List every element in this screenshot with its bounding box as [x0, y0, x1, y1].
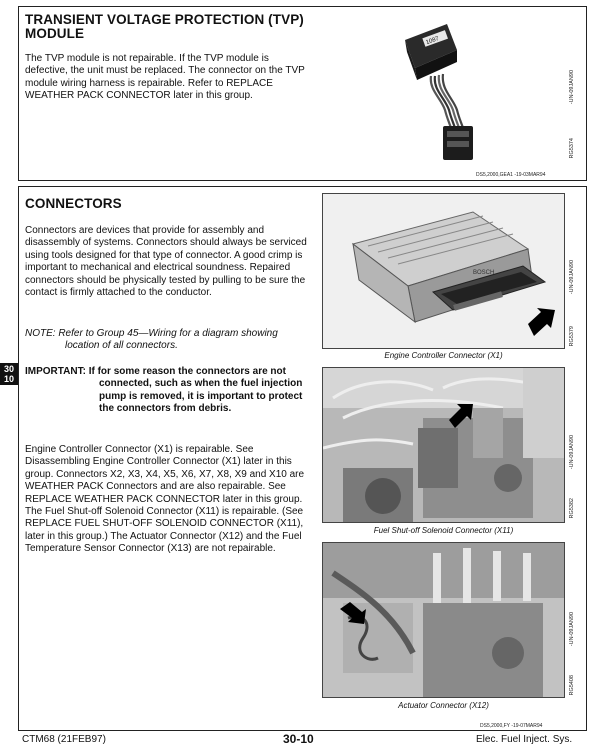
connectors-ref: DS5,2000,FY -19-07MAR94 — [480, 723, 543, 729]
actuator-caption: Actuator Connector (X12) — [398, 701, 489, 710]
important-text: If for some reason the connectors are not connected, such as when the fuel injection pump is removed, it is important to protect the connectors from debris. — [88, 366, 303, 415]
tvp-photo-code-bottom: RG5374 — [569, 138, 575, 159]
connectors-note: NOTE: Refer to Group 45—Wiring for a diagram showing location of all connectors. — [25, 328, 278, 352]
tvp-title: TRANSIENT VOLTAGE PROTECTION (TVP) MODULE — [25, 12, 304, 41]
engine-controller-code-top: -UN-09JAN90 — [569, 260, 575, 295]
tvp-module-photo — [385, 10, 565, 168]
connectors-title: CONNECTORS — [25, 196, 122, 211]
tvp-body: The TVP module is not repairable. If the TVP module is defective, the unit must be replaced. The connector on the TVP module wiring harness is repairable. Refer to REPLACE WEATHER PACK CONNECTOR later in this group. — [25, 53, 305, 102]
engine-controller-caption: Engine Controller Connector (X1) — [384, 351, 503, 360]
footer-left: CTM68 (21FEB97) — [22, 734, 106, 745]
fuel-shutoff-caption: Fuel Shut-off Solenoid Connector (X11) — [373, 526, 514, 535]
tvp-connector — [443, 126, 473, 160]
fuel-shutoff-drawing — [323, 368, 565, 523]
fuel-shutoff-code-top: -UN-09JAN90 — [569, 435, 575, 470]
footer-right: Elec. Fuel Inject. Sys. — [476, 734, 573, 745]
fuel-shutoff-photo — [322, 367, 565, 523]
important-notice — [25, 366, 315, 416]
ecu-brand: BOSCH — [473, 270, 495, 276]
tvp-ref: DS5,2000,GEA1 -19-03MAR94 — [476, 172, 546, 178]
actuator-code-bottom: RG5408 — [569, 675, 575, 696]
fuel-shutoff-code-bottom: RG5382 — [569, 498, 575, 519]
important-label: IMPORTANT: — [25, 366, 86, 377]
tvp-photo-code-top: -UN-09JAN90 — [569, 70, 575, 105]
connectors-body-2: Engine Controller Connector (X1) is repairable. See Disassembling Engine Controller Connector (X1) later in this group. Connectors X2, X3, X4, X5, X6, X7, X8, X9 and X10 are WEATHER PACK Connectors and are also repairable. See REPLACE WEATHER PACK CONNECTOR later in this group. The Fuel Shut-off Solenoid Connector (X11) is repairable. (See REPLACE FUEL SHUT-OFF SOLENOID CONNECTOR (X11), later in this group.) The Actuator Connector (X12) and the Fuel Temperature Sensor Connector (X13) are not repairable. — [25, 444, 305, 555]
tvp-module-label: 1087 — [425, 35, 440, 47]
actuator-code-top: -UN-09JAN90 — [569, 612, 575, 647]
actuator-drawing — [323, 543, 565, 698]
engine-controller-code-bottom: RG5379 — [569, 326, 575, 347]
engine-controller-drawing — [323, 194, 565, 349]
connectors-body: Connectors are devices that provide for assembly and disassembly of systems. Connectors should always be serviced using tools designed for that type of connector. A good crimp is important to mechanical and electrical soundness. Repaired connectors should be physically tested by pulling to be sure the contact is firmly attached to the conductor. — [25, 225, 307, 299]
engine-controller-photo — [322, 193, 565, 349]
page-number: 30-10 — [283, 732, 314, 746]
section-tab: 30 10 — [0, 363, 18, 385]
actuator-photo — [322, 542, 565, 698]
